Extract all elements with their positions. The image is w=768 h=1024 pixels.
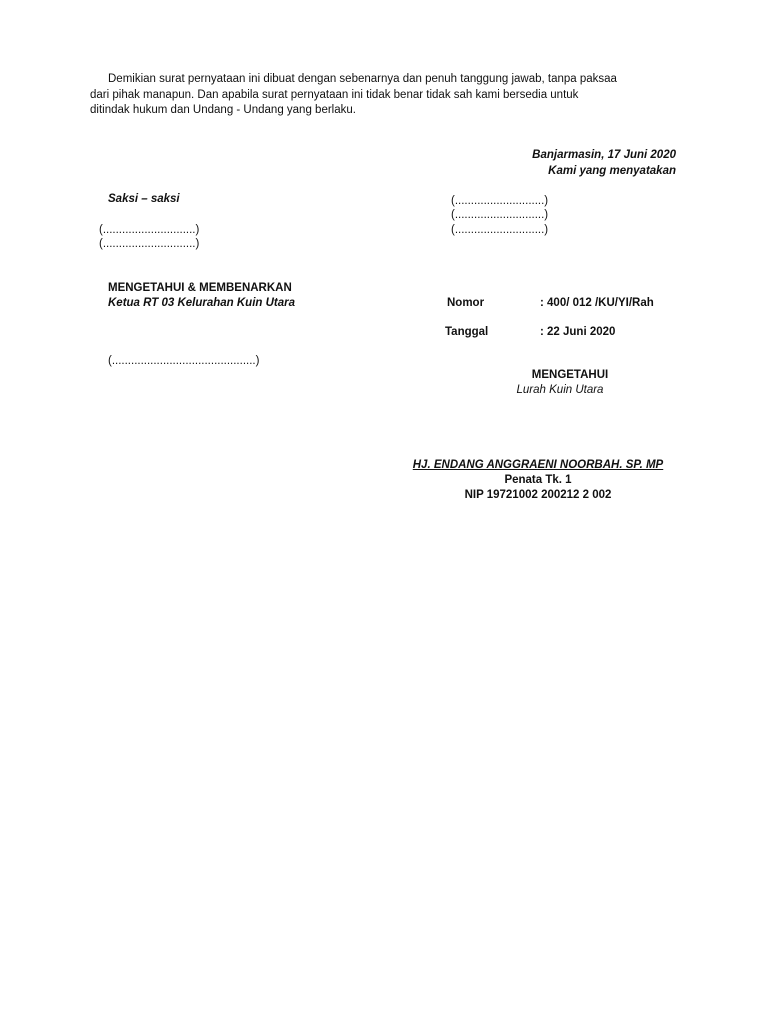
declarant-label: Kami yang menyatakan: [548, 165, 676, 177]
lurah-acknowledgement-title: MENGETAHUI: [531, 369, 609, 381]
closing-paragraph: [90, 72, 690, 119]
rt-signature-blank: (.............................................): [108, 355, 260, 367]
declarant-signature-blank-3: (............................): [451, 224, 549, 236]
official-rank: Penata Tk. 1: [504, 474, 572, 486]
rt-acknowledgement-title: MENGETAHUI & MEMBENARKAN: [108, 282, 292, 294]
witness-label: Saksi – saksi: [108, 193, 180, 205]
declarant-signature-blank-1: (............................): [451, 195, 549, 207]
declarant-signature-blank-2: (............................): [451, 209, 549, 221]
place-date: Banjarmasin, 17 Juni 2020: [532, 149, 676, 161]
closing-paragraph-line-2: dari pihak manapun. Dan apabila surat pernyataan ini tidak benar tidak sah kami bersedia untuk: [90, 88, 579, 101]
witness-signature-blank-1: (.............................): [99, 224, 200, 236]
date-value: : 22 Juni 2020: [540, 326, 616, 338]
closing-paragraph-line-3: ditindak hukum dan Undang - Undang yang berlaku.: [90, 104, 356, 116]
lurah-official-title: Lurah Kuin Utara: [516, 384, 604, 396]
number-value: : 400/ 012 /KU/YI/Rah: [540, 297, 654, 309]
official-name: HJ. ENDANG ANGGRAENI NOORBAH. SP. MP: [412, 459, 664, 471]
number-label: Nomor: [447, 297, 485, 309]
closing-paragraph-line-1: Demikian surat pernyataan ini dibuat dengan sebenarnya dan penuh tanggung jawab, tanpa paksaa: [108, 73, 617, 85]
rt-official-title: Ketua RT 03 Kelurahan Kuin Utara: [108, 297, 296, 309]
witness-signature-blank-2: (.............................): [99, 238, 200, 250]
official-nip: NIP 19721002 200212 2 002: [464, 489, 612, 501]
date-label: Tanggal: [445, 326, 489, 338]
